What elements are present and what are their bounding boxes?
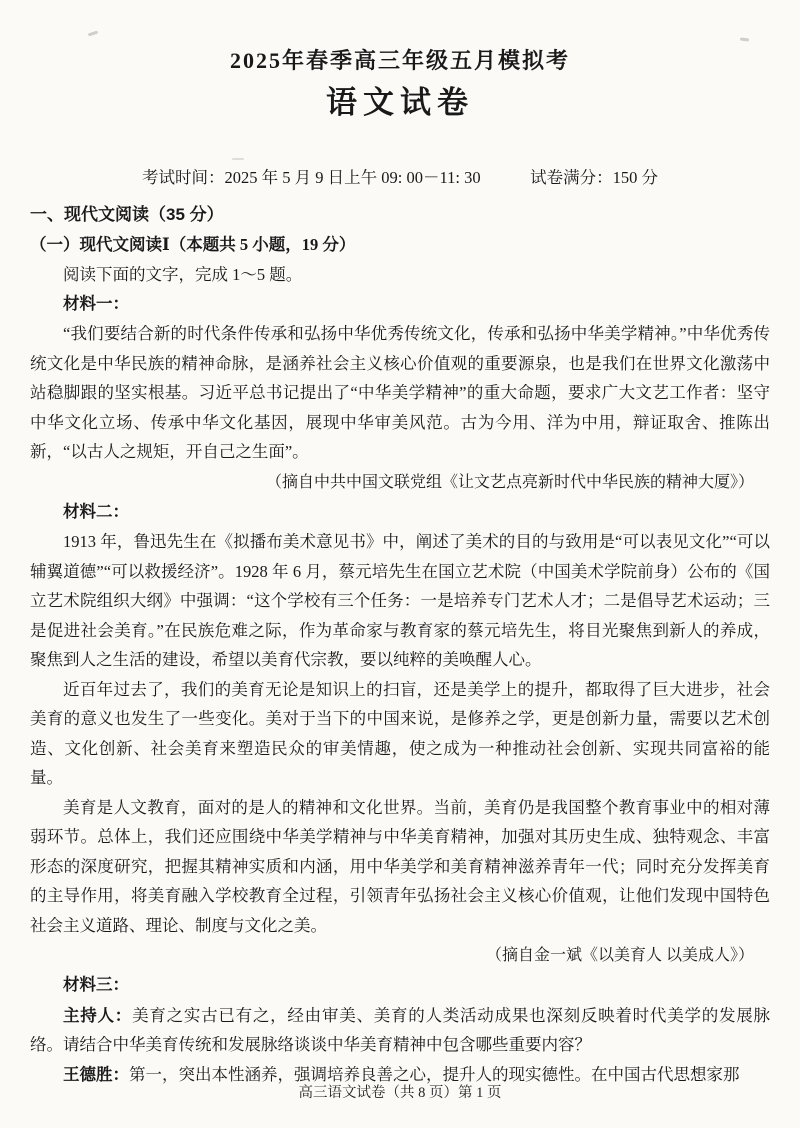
material-1-paragraph: “我们要结合新的时代条件传承和弘扬中华优秀传统文化，传承和弘扬中华美学精神。”中华优秀传统文化是中华民族的精神命脉，是涵养社会主义核心价值观的重要源泉，也是我们在世界文化激荡中站稳脚跟的坚实根基。习近平总书记提出了“中华美学精神”的重大命题，要求广大文艺工作者：坚守中华文化立场、传承中华文化基因，展现中华审美风范。古为今用、洋为中用，辩证取舍、推陈出新，“以古人之规矩，开自己之生面”。 [30,324,770,461]
section-1-heading: 一、现代文阅读（35 分） [30,205,224,224]
exam-time-and-score: 考试时间：2025 年 5 月 9 日上午 09: 00－11: 30 试卷满分：150 分 [142,168,658,187]
guest-speaker-text: 第一，突出本性涵养，强调培养良善之心，提升人的现实德性。在中国古代思想家那 [129,1064,740,1084]
section-1-sub-heading: （一）现代文阅读Ⅰ（本题共 5 小题，19 分） [30,235,356,254]
material-1-label: 材料一： [63,294,129,313]
paper-subject-title: 语文试卷 [326,85,474,120]
exam-title: 2025年春季高三年级五月模拟考 [229,48,570,73]
material-2-paragraph-3: 美育是人文教育，面对的是人的精神和文化世界。当前，美育仍是我国整个教育事业中的相对薄弱环节。总体上，我们还应围绕中华美学精神与中华美育精神，加强对其历史生成、独特观念、丰富形态的深度研究，把握其精神实质和内涵，用中华美学和美育精神滋养青年一代；同时充分发挥美育的主导作用，将美育融入学校教育全过程，引领青年弘扬社会主义核心价值观，让他们发现中国特色社会主义道路、理论、制度与文化之美。 [30,797,770,935]
material-2-paragraph-2: 近百年过去了，我们的美育无论是知识上的扫盲，还是美学上的提升，都取得了巨大进步，社会美育的意义也发生了一些变化。美对于当下的中国来说，是修养之学，更是创新力量，需要以艺术创造、文化创新、社会美育来塑造民众的审美情趣，使之成为一种推动社会创新、实现共同富裕的能量。 [30,679,770,787]
guest-speaker-name: 王德胜： [63,1064,129,1084]
material-2-paragraph-1: 1913 年，鲁迅先生在《拟播布美术意见书》中，阐述了美术的目的与致用是“可以表见文化”“可以辅翼道德”“可以救援经济”。1928 年 6 月，蔡元培先生在国立艺术院（中国美术学院前身）公布的《国立艺术院组织大纲》中强调：“这个学校有三个任务：一是培养专门艺术人才；二是倡导艺术运动；三是促进社会美育。”在民族危难之际，作为革命家与教育家的蔡元培先生，将目光聚焦到新人的养成，聚焦到人之生活的建设，希望以美育代宗教，要以纯粹的美唤醒人心。 [30,532,770,669]
scan-artifact [740,37,749,41]
material-1-source: （摘自中共中国文联党组《让文艺点亮新时代中华民族的精神大厦》） [265,473,754,491]
scan-artifact [88,31,98,37]
material-3-label: 材料三： [63,976,129,994]
material-2-label: 材料二： [63,502,129,521]
reading-instruction: 阅读下面的文字，完成 1～5 题。 [63,265,303,284]
material-2-source: （摘自金一斌《以美育人 以美成人》） [485,947,754,964]
host-speaker-text: 美育之实古已有之，经由审美、美育的人类活动成果也深刻反映着时代美学的发展脉络。请结合中华美育传统和发展脉络谈谈中华美育精神中包含哪些重要内容？ [30,1005,771,1054]
material-3-host-paragraph [30,1001,770,1060]
scan-artifact [232,158,244,160]
host-speaker-name: 主持人： [63,1005,133,1025]
page-footer: 高三语文试卷（共 8 页）第 1 页 [298,1085,502,1101]
